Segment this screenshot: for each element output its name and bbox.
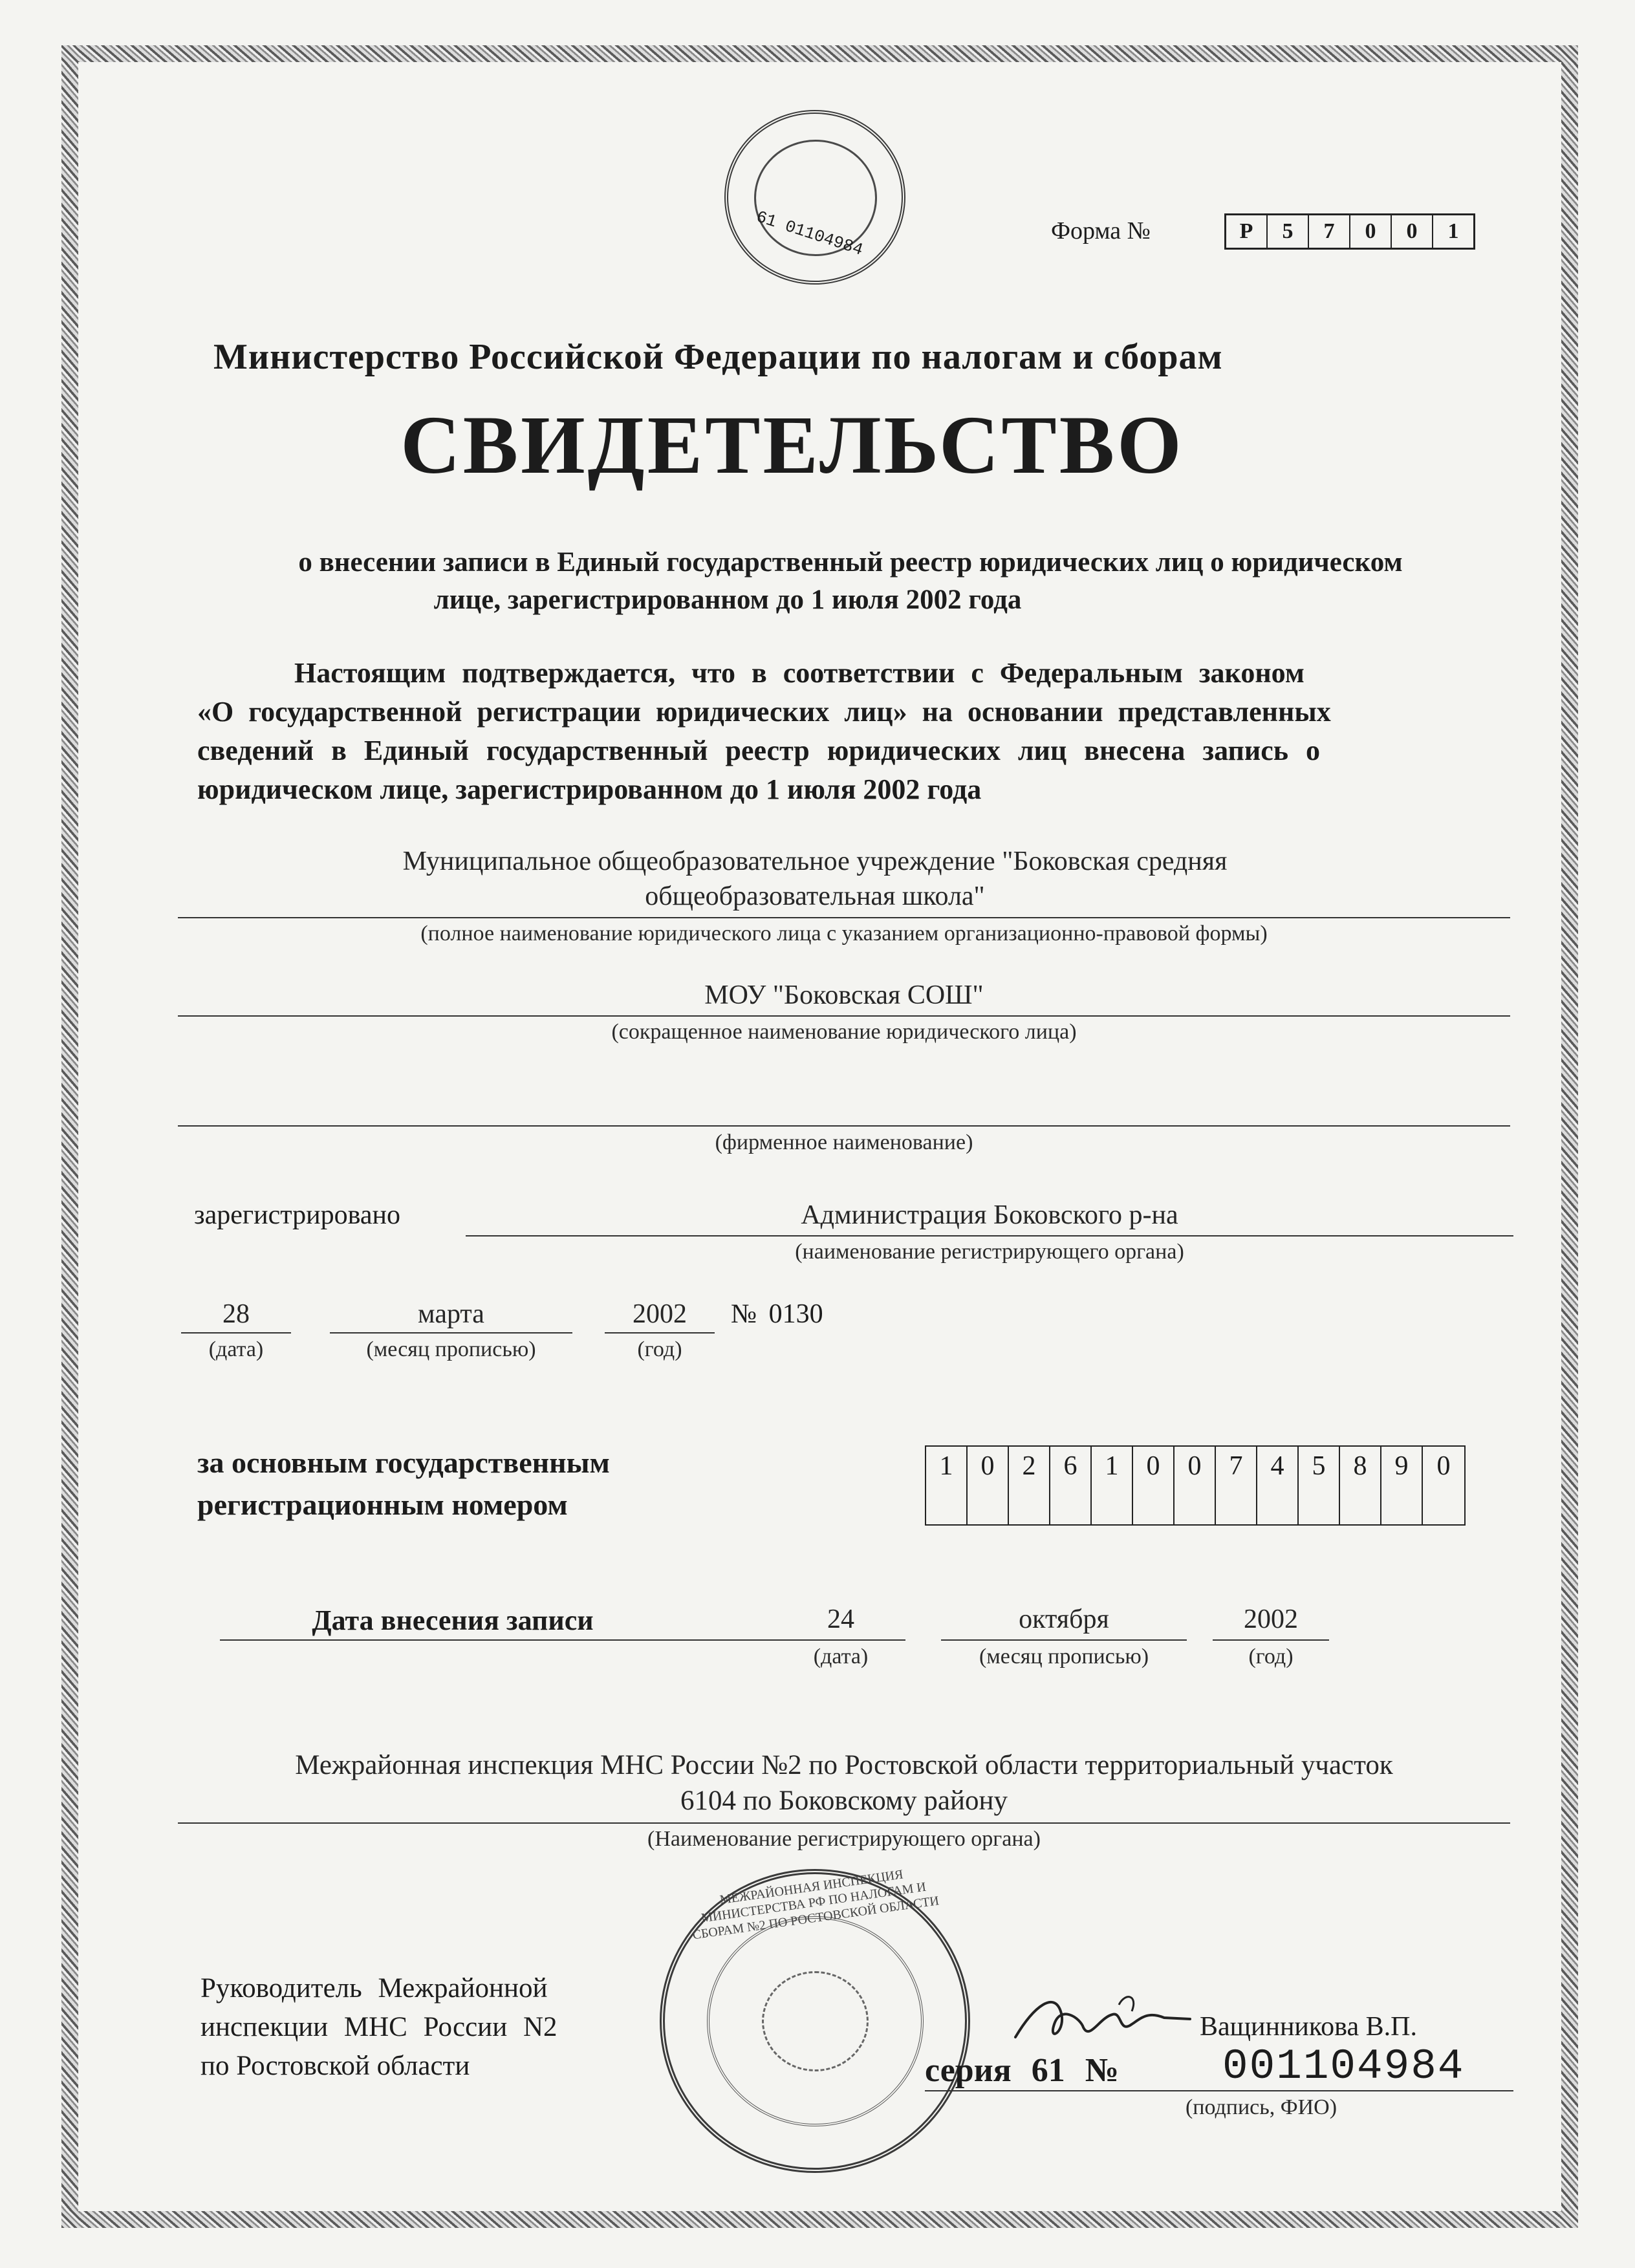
firm-name-underline [178,1125,1510,1127]
form-cell: 5 [1268,215,1309,248]
reg-number: № 0130 [731,1299,823,1329]
ministry-heading: Министерство Российской Федерации по налогам и сборам [213,337,1223,377]
reg-year-caption: (год) [637,1337,682,1361]
full-name-line-2: общеобразовательная школа" [645,881,985,911]
full-name-line-1: Муниципальное общеобразовательное учреждение "Боковская средняя [402,847,1228,876]
series-number: 001104984 [1222,2042,1465,2091]
full-name-caption: (полное наименование юридического лица с указанием организационно-правовой формы) [420,922,1268,945]
inspection-line-2: 6104 по Боковскому району [680,1786,1008,1816]
entry-day-caption: (дата) [813,1645,869,1669]
reg-day-caption: (дата) [208,1337,264,1361]
entry-month: октября [1019,1604,1109,1634]
ogrn-digit: 0 [1133,1447,1175,1524]
firm-name-caption: (фирменное наименование) [715,1130,973,1154]
ogrn-label-line-1: за основным государственным [197,1446,610,1479]
body-line-1: Настоящим подтверждается, что в соответствии с Федеральным законом [294,657,1305,689]
official-seal [660,1869,970,2173]
form-number-box [1224,213,1475,250]
form-cell: Р [1226,215,1268,248]
page-title: СВИДЕТЕЛЬСТВО [400,399,1184,491]
series-label: серия 61 № [925,2052,1120,2089]
signatory-line-1: Руководитель Межрайонной [200,1973,548,2003]
ogrn-box [925,1445,1466,1526]
ogrn-digit: 8 [1340,1447,1381,1524]
entry-year-underline [1213,1639,1329,1641]
ogrn-digit: 0 [1175,1447,1216,1524]
reg-day: 28 [222,1299,250,1329]
registered-label: зарегистрировано [194,1200,400,1230]
body-line-3: сведений в Единый государственный реестр юридических лиц внесена запись о [197,735,1320,766]
short-name-caption: (сокращенное наименование юридического лица) [611,1020,1077,1044]
ogrn-digit: 1 [926,1447,968,1524]
entry-day: 24 [827,1604,854,1634]
ogrn-digit: 7 [1216,1447,1257,1524]
subtitle-line-2: лице, зарегистрированном до 1 июля 2002 года [433,585,1022,615]
ogrn-digit: 0 [1436,1451,1451,1481]
body-line-2: «О государственной регистрации юридических лиц» на основании представленных [197,696,1331,728]
signature-caption: (подпись, ФИО) [1185,2095,1337,2119]
ogrn-digit: 2 [1009,1447,1050,1524]
ogrn-digit: 1 [1092,1447,1133,1524]
entry-year: 2002 [1244,1604,1298,1634]
form-cell: 0 [1350,215,1392,248]
seal-text: МЕЖРАЙОННАЯ ИНСПЕКЦИЯ МИНИСТЕРСТВА РФ ПО НАЛОГАМ И СБОРАМ №2 ПО РОСТОВСКОЙ ОБЛАСТИ [691,1867,940,1943]
reg-year: 2002 [633,1299,687,1329]
ogrn-digit: 5 [1299,1447,1340,1524]
reg-year-underline [605,1332,715,1334]
inspection-underline [178,1822,1510,1824]
top-stamp [724,110,905,285]
registered-authority: Администрация Боковского р-на [801,1200,1178,1230]
form-cell: 7 [1309,215,1350,248]
entry-date-label: Дата внесения записи [312,1604,594,1636]
subtitle-line-1: о внесении записи в Единый государственный реестр юридических лиц о юридическом [298,547,1403,578]
registered-caption: (наименование регистрирующего органа) [795,1240,1184,1264]
form-cell: 1 [1447,219,1459,243]
reg-month-caption: (месяц прописью) [366,1337,536,1361]
signatory-name: Ващинникова В.П. [1200,2012,1417,2042]
body-line-4: юридическом лице, зарегистрированном до 1 июля 2002 года [197,773,982,805]
ogrn-digit: 6 [1050,1447,1092,1524]
short-name-underline [178,1015,1510,1017]
signatory-line-2: инспекции МНС России N2 [200,2012,558,2042]
ogrn-label-line-2: регистрационным номером [197,1488,568,1521]
reg-month-underline [330,1332,572,1334]
signature-underline [925,2090,1513,2091]
entry-month-underline [941,1639,1187,1641]
short-name: МОУ "Боковская СОШ" [704,980,984,1010]
registered-underline [466,1235,1513,1237]
reg-day-underline [181,1332,291,1334]
entry-date-label-underline [220,1639,905,1641]
entry-month-caption: (месяц прописью) [979,1645,1149,1669]
full-name-underline [178,917,1510,918]
signatory-line-3: по Ростовской области [200,2051,470,2081]
inspection-caption: (Наименование регистрирующего органа) [647,1827,1041,1851]
handwritten-signature [1009,1979,1203,2057]
form-cell: 0 [1392,215,1433,248]
form-label: Форма № [1051,217,1151,244]
ogrn-digit: 9 [1381,1447,1423,1524]
top-stamp-text: 61 01104984 [753,207,866,260]
inspection-line-1: Межрайонная инспекция МНС России №2 по Ростовской области территориальный участок [295,1750,1393,1780]
ogrn-digit: 0 [968,1447,1009,1524]
entry-year-caption: (год) [1248,1645,1294,1669]
reg-month: марта [418,1299,484,1329]
ogrn-digit: 4 [1257,1447,1299,1524]
